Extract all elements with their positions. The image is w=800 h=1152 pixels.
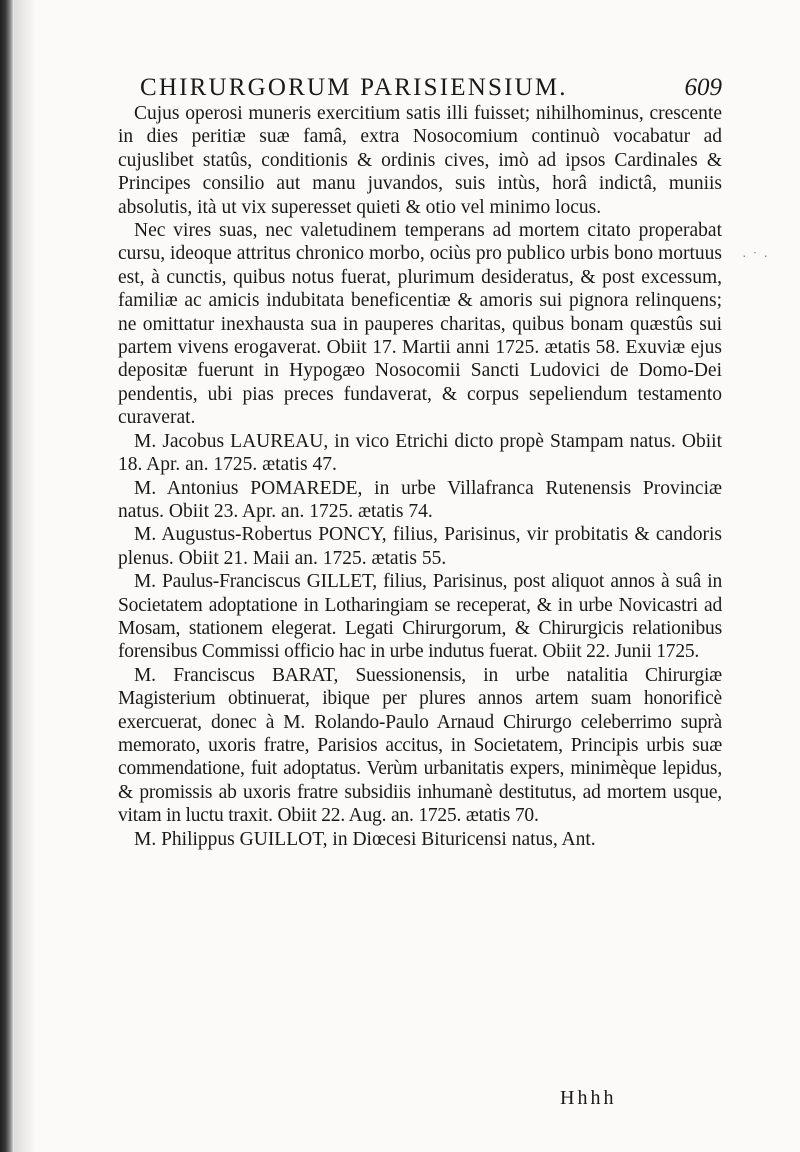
binding-edge: [0, 0, 14, 1152]
entry-pomarede: M. Antonius POMAREDE, in urbe Villafranca Rutenensis Provinciæ natus. Obiit 23. Apr. an. 1725. ætatis 74.: [118, 477, 722, 522]
page-number: 609: [684, 74, 722, 101]
entry-guillot: M. Philippus GUILLOT, in Diœcesi Bituricensi natus, Ant.: [134, 828, 596, 850]
entry-poncy: M. Augustus-Robertus PONCY, filius, Parisinus, vir probitatis & candoris plenus. Obiit 21. Maii an. 1725. ætatis 55.: [118, 524, 722, 569]
body-text: [118, 102, 722, 851]
running-title: CHIRURGORUM PARISIENSIUM.: [140, 74, 568, 101]
paragraph: Cujus operosi muneris exercitium satis illi fuisset; nihilhominus, crescente in dies peritiæ suæ famâ, extra Nosocomium continuò vocabatur ad cujuslibet statûs, conditionis & ordinis cives, imò ad ipsos Cardinales & Principes consilio aut manu juvandos, suis intùs, horâ indictâ, muniis absolutis, ità ut vix superesset quieti & otio vel minimo locus.: [118, 103, 722, 218]
ink-specks: ·˙·: [742, 250, 774, 265]
entry-laureau: M. Jacobus LAUREAU, in vico Etrichi dicto propè Stampam natus. Obiit 18. Apr. an. 1725. ætatis 47.: [118, 430, 722, 476]
entry-barat: M. Franciscus BARAT, Suessionensis, in urbe natalitia Chirurgiæ Magisterium obtinuerat, ibique per plures annos artem suam honorificè exercuerat, donec à M. Rolando-Paulo Arnaud Chirurgo celeberrimo suprà memorato, uxoris fratre, Parisios accitus, in Societatem, Principis urbis suæ commendatione, fuit adoptatus. Verùm urbanitatis expers, minimèque lepidus, & promissis ab uxoris fratre subsidiis inhumanè destitutus, ad mortem usque, vitam in luctu traxit. Obiit 22. Aug. an. 1725. ætatis 70.: [118, 664, 722, 827]
signature-mark: Hhhh: [560, 1087, 617, 1109]
paragraph: Nec vires suas, nec valetudinem temperans ad mortem citato properabat cursu, ideoque attritus chronico morbo, ociùs pro publico urbis bono mortuus est, à cunctis, quibus notus fuerat, plurimum desideratus, & post excessum, familiæ ac amicis indubitata beneficentiæ & amoris sui pignora relinquens; ne omittatur inexhausta sua in pauperes charitas, quibus bonam quæstûs sui partem vivens erogaverat. Obiit 17. Martii anni 1725. ætatis 58. Exuviæ ejus depositæ fuerunt in Hypogæo Nosocomii Sancti Ludovici de Domo-Dei pendentis, ubi pias preces fundaverat, & corpus sepeliendum testamento curaverat.: [118, 220, 722, 429]
gutter-shadow: [14, 0, 36, 1152]
entry-gillet: M. Paulus-Franciscus GILLET, filius, Parisinus, post aliquot annos à suâ in Societatem adoptatione in Lotharingiam se receperat, & in urbe Novicastri ad Mosam, stationem elegerat. Legati Chirurgorum, & Chirurgicis relationibus forensibus Commissi officio hac in urbe indutus fuerat. Obiit 22. Junii 1725.: [118, 571, 722, 663]
